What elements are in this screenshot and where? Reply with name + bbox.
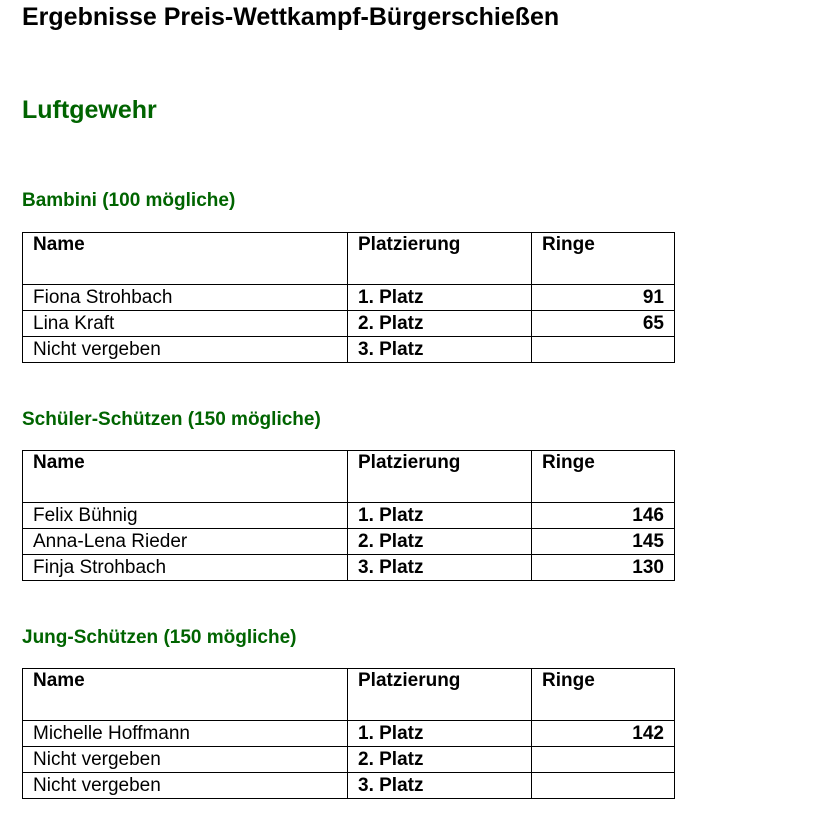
cell-place: 3. Platz [348, 773, 532, 799]
cell-rings: 146 [532, 503, 675, 529]
table-row [23, 721, 675, 747]
cell-place: 3. Platz [348, 555, 532, 581]
cell-rings [532, 773, 675, 799]
results-table-bambini [22, 232, 675, 363]
column-header-rings: Ringe [532, 233, 675, 285]
results-table-schueler [22, 450, 675, 581]
cell-name: Lina Kraft [23, 311, 348, 337]
cell-rings: 65 [532, 311, 675, 337]
cell-place: 1. Platz [348, 285, 532, 311]
cell-place: 1. Platz [348, 503, 532, 529]
cell-name: Felix Bühnig [23, 503, 348, 529]
table-row [23, 747, 675, 773]
table-row [23, 311, 675, 337]
cell-place: 2. Platz [348, 311, 532, 337]
cell-name: Nicht vergeben [23, 773, 348, 799]
table-row [23, 285, 675, 311]
cell-place: 3. Platz [348, 337, 532, 363]
column-header-place: Platzierung [348, 669, 532, 721]
column-header-place: Platzierung [348, 233, 532, 285]
table-row [23, 555, 675, 581]
cell-place: 2. Platz [348, 747, 532, 773]
cell-name: Fiona Strohbach [23, 285, 348, 311]
page-title: Ergebnisse Preis-Wettkampf-Bürgerschießen [22, 3, 560, 31]
cell-name: Finja Strohbach [23, 555, 348, 581]
cell-rings: 142 [532, 721, 675, 747]
table-row [23, 773, 675, 799]
cell-name: Nicht vergeben [23, 747, 348, 773]
cell-name: Michelle Hoffmann [23, 721, 348, 747]
category-title-bambini: Bambini (100 mögliche) [22, 190, 236, 211]
cell-name: Anna-Lena Rieder [23, 529, 348, 555]
column-header-name: Name [23, 451, 348, 503]
cell-rings [532, 337, 675, 363]
column-header-name: Name [23, 233, 348, 285]
cell-name: Nicht vergeben [23, 337, 348, 363]
table-header-row [23, 669, 675, 721]
results-table-jung [22, 668, 675, 799]
cell-place: 1. Platz [348, 721, 532, 747]
column-header-name: Name [23, 669, 348, 721]
table-header-row [23, 451, 675, 503]
column-header-rings: Ringe [532, 451, 675, 503]
section-title: Luftgewehr [22, 96, 157, 124]
cell-rings: 145 [532, 529, 675, 555]
category-title-jung: Jung-Schützen (150 mögliche) [22, 627, 297, 648]
cell-rings: 91 [532, 285, 675, 311]
table-row [23, 529, 675, 555]
cell-place: 2. Platz [348, 529, 532, 555]
table-row [23, 503, 675, 529]
cell-rings [532, 747, 675, 773]
table-row [23, 337, 675, 363]
cell-rings: 130 [532, 555, 675, 581]
column-header-place: Platzierung [348, 451, 532, 503]
table-header-row [23, 233, 675, 285]
category-title-schueler: Schüler-Schützen (150 mögliche) [22, 409, 321, 430]
column-header-rings: Ringe [532, 669, 675, 721]
